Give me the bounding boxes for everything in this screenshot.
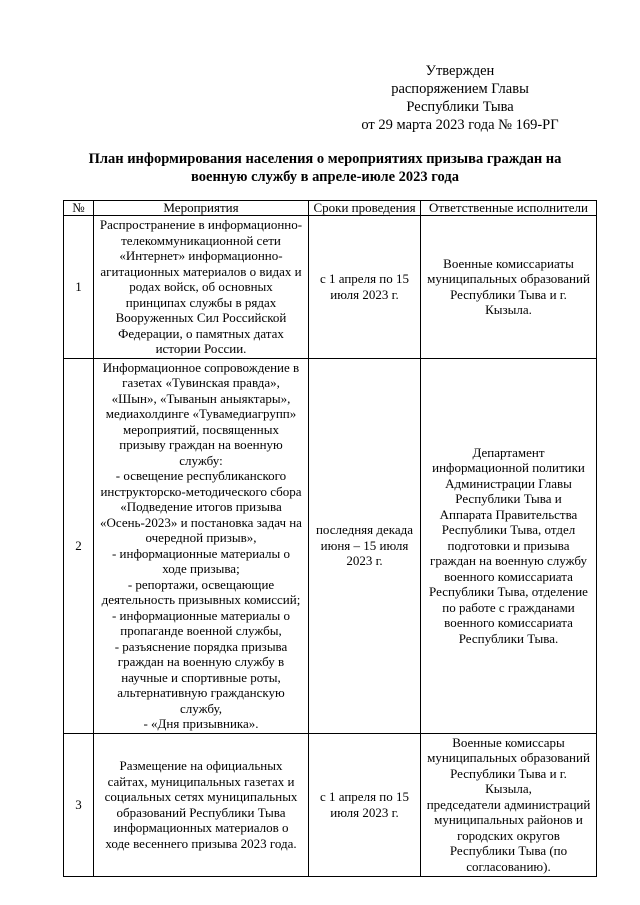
header-activity: Мероприятия xyxy=(94,201,309,216)
cell-line: телекоммуникационной сети xyxy=(121,232,281,248)
cell-line: с 1 апреля по 15 xyxy=(319,789,410,804)
cell-line: Департамент xyxy=(472,444,545,460)
cell-line: июля 2023 г. xyxy=(330,286,399,302)
cell-line: информационной политики xyxy=(432,460,585,476)
cell-line: сайтах, муниципальных газетах и xyxy=(107,773,295,789)
cell-line: муниципальных образований xyxy=(427,750,590,766)
row-dates xyxy=(309,358,421,733)
cell-line: Кызыла. xyxy=(485,302,532,318)
cell-line: агитационных материалов о видах и xyxy=(100,263,302,279)
row-activity xyxy=(94,216,309,359)
cell-line: Республики Тыва и г. xyxy=(450,765,567,781)
cell-line: очередной призыв», xyxy=(145,530,257,545)
cell-line: мероприятий, посвященных xyxy=(123,421,279,437)
cell-line: Вооруженных Сил Российской xyxy=(115,310,287,325)
cell-line: - «Дня призывника». xyxy=(143,716,259,731)
cell-line: Информационное сопровождение в xyxy=(102,359,300,375)
cell-line: 2023 г. xyxy=(346,553,383,569)
cell-line: Республики Тыва. xyxy=(458,630,559,646)
cell-line: Администрации Главы xyxy=(445,475,572,491)
cell-line: Размещение на официальных xyxy=(119,758,283,773)
cell-line: муниципальных районов и xyxy=(434,812,583,828)
cell-line: инструкторско-методического сбора xyxy=(100,483,302,499)
cell-line: июня – 15 июля xyxy=(320,537,409,553)
approval-line: Республики Тыва xyxy=(406,99,514,115)
cell-line: Республики Тыва, отделение xyxy=(429,584,588,600)
table-row xyxy=(64,358,597,733)
header-number: № xyxy=(64,201,94,216)
cell-line: Аппарата Правительства xyxy=(439,506,578,522)
cell-line: муниципальных образований xyxy=(427,271,590,287)
cell-line: по работе с гражданами xyxy=(442,599,575,615)
cell-line: научные и спортивные роты, xyxy=(121,669,281,685)
cell-line: - информационные материалы о xyxy=(111,607,291,623)
approval-block xyxy=(330,62,590,134)
cell-line: последняя декада xyxy=(315,522,414,538)
cell-line: Республики Тыва (по xyxy=(449,843,568,859)
cell-line: Военные комиссариаты xyxy=(443,255,574,271)
cell-line: председатели администраций xyxy=(426,796,591,812)
approval-line: распоряжением Главы xyxy=(391,81,529,97)
row-number: 3 xyxy=(64,733,94,876)
cell-line: пропаганде военной службы, xyxy=(120,623,282,638)
cell-line: истории России. xyxy=(155,341,247,356)
cell-line: военного комиссариата xyxy=(444,615,573,631)
cell-line: с 1 апреля по 15 xyxy=(319,271,410,287)
cell-line: Республики Тыва, отдел xyxy=(441,522,576,538)
cell-line: принципах службы в рядах xyxy=(125,294,277,310)
table-row xyxy=(64,733,597,876)
cell-line: «Осень-2023» и постановка задач на xyxy=(100,514,302,530)
cell-line: родах войск, об основных xyxy=(129,279,273,294)
row-responsible xyxy=(421,733,597,876)
cell-line: «Подведение итогов призыва xyxy=(120,499,282,514)
cell-line: Федерации, о памятных датах xyxy=(118,325,284,341)
cell-line: газетах «Тувинская правда», xyxy=(122,375,280,390)
cell-line: деятельность призывных комиссий; xyxy=(101,592,301,607)
cell-line: городских округов xyxy=(457,827,560,843)
table-row xyxy=(64,216,597,359)
cell-line: призыву граждан на военную xyxy=(119,437,283,452)
document-title xyxy=(60,150,590,186)
cell-line: образований Республики Тыва xyxy=(116,804,286,820)
cell-line: информационных материалов о xyxy=(113,820,289,835)
cell-line: Распространение в информационно- xyxy=(99,217,303,232)
cell-line: июля 2023 г. xyxy=(330,804,399,820)
cell-line: службу, xyxy=(180,700,222,716)
row-number: 2 xyxy=(64,358,94,733)
row-dates xyxy=(309,216,421,359)
title-line: План информирования населения о мероприятиях призыва граждан на xyxy=(88,151,562,167)
cell-line: граждан на военную службу xyxy=(429,553,588,569)
cell-line: «Интернет» информационно- xyxy=(119,248,283,263)
cell-line: ходе призыва; xyxy=(162,561,240,576)
cell-line: «Шын», «Тыванын аныяктары», xyxy=(111,390,291,406)
approval-line: от 29 марта 2023 года № 169-РГ xyxy=(361,117,559,133)
row-activity xyxy=(94,733,309,876)
cell-line: альтернативную гражданскую xyxy=(117,685,285,700)
cell-line: - освещение республиканского xyxy=(115,468,287,483)
cell-line: Военные комиссары xyxy=(452,734,565,750)
cell-line: социальных сетях муниципальных xyxy=(104,789,298,804)
cell-line: подготовки и призыва xyxy=(447,537,570,553)
cell-line: военного комиссариата xyxy=(444,568,573,584)
title-line: военную службу в апреле-июле 2023 года xyxy=(191,169,459,185)
cell-line: - репортажи, освещающие xyxy=(127,576,275,592)
row-activity xyxy=(94,358,309,733)
table-header-row xyxy=(64,201,597,216)
cell-line: службу: xyxy=(179,452,223,468)
header-responsible: Ответственные исполнители xyxy=(421,201,597,216)
header-dates: Сроки проведения xyxy=(309,201,421,216)
row-dates xyxy=(309,733,421,876)
cell-line: Республики Тыва и xyxy=(455,491,562,507)
cell-line: ходе весеннего призыва 2023 года. xyxy=(105,835,297,851)
cell-line: граждан на военную службу в xyxy=(117,654,285,669)
row-responsible xyxy=(421,358,597,733)
plan-table xyxy=(63,200,597,877)
cell-line: согласованию). xyxy=(466,858,551,874)
approval-line: Утвержден xyxy=(425,63,495,79)
cell-line: Республики Тыва и г. xyxy=(450,286,567,302)
row-responsible xyxy=(421,216,597,359)
cell-line: Кызыла, xyxy=(485,781,532,797)
cell-line: - разъяснение порядка призыва xyxy=(114,638,288,654)
cell-line: - информационные материалы о xyxy=(111,545,291,561)
cell-line: медиахолдинге «Тувамедиагрупп» xyxy=(105,406,297,421)
row-number: 1 xyxy=(64,216,94,359)
